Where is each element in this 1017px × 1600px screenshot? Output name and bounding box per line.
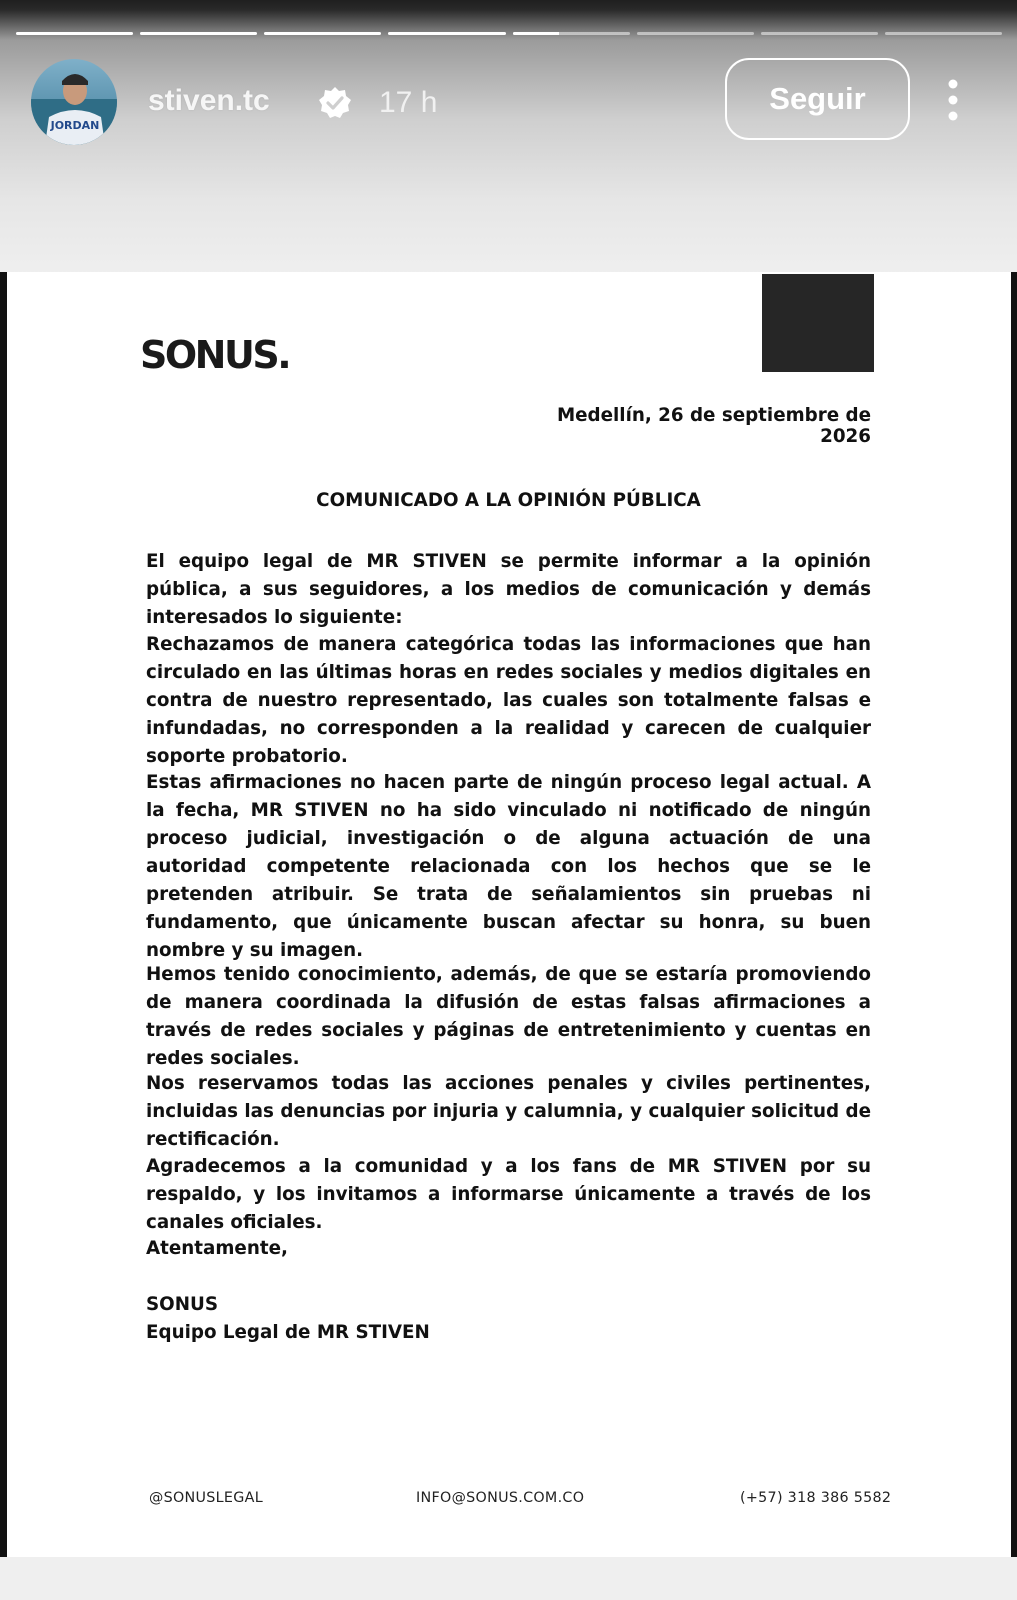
story-progress-fill	[513, 32, 560, 35]
document-edge	[1011, 272, 1017, 1557]
story-progress-segment	[761, 32, 878, 35]
redaction-box	[762, 274, 874, 372]
story-progress-fill	[264, 32, 381, 35]
svg-text:SONUS.: SONUS.	[140, 333, 290, 377]
closing: Atentamente,	[146, 1238, 288, 1259]
story-progress-fill	[388, 32, 505, 35]
document-date: Medellín, 26 de septiembre de 2026	[556, 405, 871, 447]
document-edge	[0, 272, 7, 1557]
post-time: 17 h	[379, 86, 438, 119]
avatar[interactable]	[31, 59, 117, 145]
document-body	[146, 548, 871, 632]
story-bottom-area	[0, 1557, 1017, 1600]
paragraph: Hemos tenido conocimiento, además, de que se estaría promoviendo de manera coordinada la difusión de estas falsas afirmaciones a través de redes sociales y páginas de entretenimiento y cuentas en redes sociales.	[146, 964, 871, 1069]
footer-email: INFO@SONUS.COM.CO	[416, 1490, 585, 1506]
footer-social: @SONUSLEGAL	[149, 1490, 263, 1506]
document-body	[146, 1235, 871, 1263]
document-body	[146, 1291, 871, 1347]
story-progress-segment	[16, 32, 133, 35]
signature-org: SONUS	[146, 1294, 219, 1315]
document-heading: COMUNICADO A LA OPINIÓN PÚBLICA	[316, 490, 701, 511]
verified-badge-icon	[318, 86, 352, 120]
paragraph: Rechazamos de manera categórica todas las informaciones que han circulado en las últimas horas en redes sociales y medios digitales en contra de nuestro representado, las cuales son totalmente falsas e infundadas, no corresponden a la realidad y carecen de cualquier soporte probatorio.	[146, 634, 871, 767]
avatar-shirt-text: JORDAN	[50, 119, 100, 132]
story-progress-segment	[637, 32, 754, 35]
document-body	[146, 1153, 871, 1237]
paragraph: Agradecemos a la comunidad y a los fans de MR STIVEN por su respaldo, y los invitamos a informarse únicamente a través de los canales oficiales.	[146, 1156, 871, 1233]
story-progress-segment	[885, 32, 1002, 35]
story-progress-segment	[388, 32, 505, 35]
follow-button[interactable]: Seguir	[725, 58, 910, 140]
document-body	[146, 1070, 871, 1154]
sonus-logo	[140, 333, 290, 378]
document-body	[146, 631, 871, 771]
story-progress-fill	[140, 32, 257, 35]
username[interactable]: stiven.tc	[148, 84, 270, 117]
story-progress-segment	[264, 32, 381, 35]
more-options-icon[interactable]	[938, 78, 968, 122]
paragraph: Estas afirmaciones no hacen parte de ningún proceso legal actual. A la fecha, MR STIVEN no ha sido vinculado ni notificado de ningún proceso judicial, investigación o de alguna actuación de una autoridad competente relacionada con los hechos que se le pretenden atribuir. Se trata de señalamientos sin pruebas ni fundamento, que únicamente buscan afectar su honra, su buen nombre y su imagen.	[146, 772, 871, 961]
paragraph: Nos reservamos todas las acciones penales y civiles pertinentes, incluidas las denuncias por injuria y calumnia, y cualquier solicitud de rectificación.	[146, 1073, 871, 1150]
document-body	[146, 961, 871, 1073]
avatar-photo	[31, 59, 117, 145]
footer-phone: (+57) 318 386 5582	[740, 1490, 892, 1506]
story-progress-fill	[16, 32, 133, 35]
story-progress-segment	[140, 32, 257, 35]
signature-team: Equipo Legal de MR STIVEN	[146, 1322, 430, 1343]
document-body	[146, 769, 871, 965]
story-progress-bar	[16, 32, 1002, 36]
paragraph: El equipo legal de MR STIVEN se permite informar a la opinión pública, a sus seguidores, a los medios de comunicación y demás interesados lo siguiente:	[146, 551, 871, 628]
story-progress-segment	[513, 32, 630, 35]
